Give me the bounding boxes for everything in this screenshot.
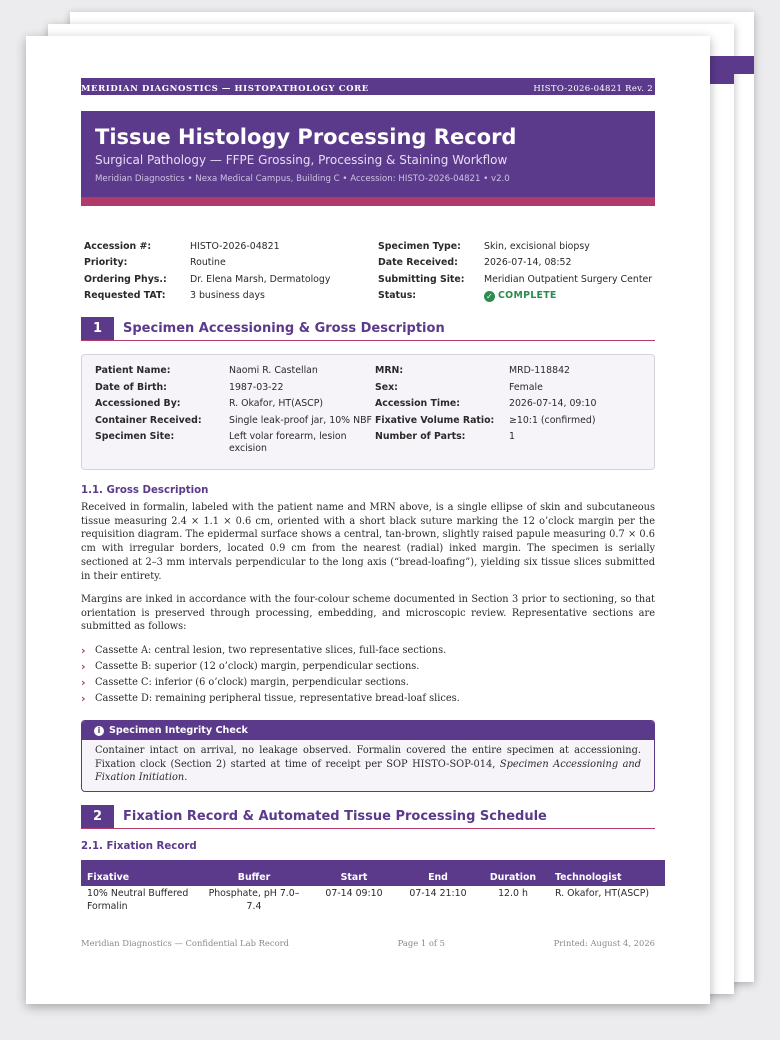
patient-key: Container Received: <box>95 414 202 426</box>
footer-page-number: Page 1 of 5 <box>397 938 445 948</box>
summary-value: Routine <box>190 257 226 269</box>
column-header: Technologist <box>549 860 665 886</box>
summary-row <box>84 255 658 272</box>
chevron-right-icon: › <box>81 643 86 657</box>
patient-key: Date of Birth: <box>95 381 167 393</box>
list-item <box>81 642 655 658</box>
callout-title: Specimen Integrity Check <box>109 725 248 736</box>
callout-header <box>82 721 654 740</box>
table-cell: 07-14 09:10 <box>325 888 383 899</box>
integrity-callout <box>81 720 655 792</box>
gross-paragraph-1: Received in formalin, labeled with the patient name and MRN above, is a single ellipse of skin and subcutaneous tissue measuring 2.4 × 1.1 × 0.6 cm, oriented with a short black suture marking the 12 o’clock margin per the requisition diagram. The epidermal surface shows a central, tan-brown, slightly raised papule measuring 0.7 × 0.6 cm with irregular borders, located 0.9 cm from the nearest (radial) inked margin. The specimen is serially sectioned at 2–3 mm intervals perpendicular to the long axis (“bread-loafing”), yielding six tissue slices submitted in their entirety. <box>81 502 655 582</box>
patient-key: Fixative Volume Ratio: <box>375 414 495 426</box>
summary-key: Submitting Site: <box>378 273 465 285</box>
section-1-heading <box>81 316 655 341</box>
patient-value: Single leak-proof jar, 10% NBF <box>229 414 372 426</box>
summary-value: 2026-07-14, 08:52 <box>484 257 572 269</box>
summary-value: Skin, excisional biopsy <box>484 240 590 252</box>
patient-info-box <box>81 354 655 470</box>
gross-paragraph-2: Margins are inked in accordance with the four-colour scheme documented in Section 3 prior to sectioning, so that orientation is preserved through processing, embedding, and microscopic review. Representative sections are submitted as follows: <box>81 594 655 633</box>
cassette-text: Cassette B: superior (12 o’clock) margin, perpendicular sections. <box>95 660 420 672</box>
document-page <box>26 36 710 1004</box>
section-title: Fixation Record & Automated Tissue Processing Schedule <box>123 808 547 824</box>
section-title: Specimen Accessioning & Gross Description <box>123 320 445 336</box>
footer-printed-date: Printed: August 4, 2026 <box>553 938 655 948</box>
summary-key: Accession #: <box>84 240 152 252</box>
summary-row <box>84 288 658 305</box>
fixation-table <box>81 860 665 915</box>
document-title: Tissue Histology Processing Record <box>95 125 517 149</box>
status-text: COMPLETE <box>498 289 557 301</box>
patient-row <box>95 398 654 415</box>
patient-value: MRD-118842 <box>509 365 570 376</box>
running-header-right: HISTO-2026-04821 Rev. 2 <box>533 84 653 94</box>
callout-body <box>82 740 654 789</box>
patient-value: Left volar forearm, lesion excision <box>229 431 347 455</box>
patient-value: 2026-07-14, 09:10 <box>509 398 597 410</box>
table-header-row <box>81 860 665 886</box>
gross-description-heading: 1.1. Gross Description <box>81 485 209 496</box>
middle-page-band <box>710 66 734 84</box>
summary-row <box>84 238 658 255</box>
column-header: End <box>399 860 477 886</box>
column-header: Start <box>309 860 399 886</box>
patient-key: Specimen Site: <box>95 431 175 443</box>
callout-end: . <box>184 772 188 784</box>
info-icon: i <box>94 726 104 736</box>
column-header: Buffer <box>199 860 309 886</box>
section-2-heading <box>81 804 655 829</box>
document-meta-line: Meridian Diagnostics • Nexa Medical Campus, Building C • Accession: HISTO-2026-04821 • v2.0 <box>95 174 510 184</box>
running-header <box>81 78 655 95</box>
cassette-text: Cassette A: central lesion, two representative slices, full-face sections. <box>95 644 447 656</box>
summary-value: 3 business days <box>190 290 265 302</box>
cassette-list <box>81 642 655 706</box>
cassette-text: Cassette C: inferior (6 o’clock) margin, perpendicular sections. <box>95 676 409 688</box>
title-block <box>81 111 655 197</box>
chevron-right-icon: › <box>81 691 86 705</box>
summary-value: Dr. Elena Marsh, Dermatology <box>190 273 331 285</box>
running-header-left: MERIDIAN DIAGNOSTICS — HISTOPATHOLOGY CORE <box>81 84 369 94</box>
patient-value: Female <box>509 381 543 393</box>
summary-key: Ordering Phys.: <box>84 273 167 285</box>
summary-key: Priority: <box>84 257 128 269</box>
status-badge <box>484 290 658 302</box>
patient-key: Number of Parts: <box>375 431 466 443</box>
summary-key: Status: <box>378 290 417 302</box>
patient-value: ≥10:1 (confirmed) <box>509 414 596 426</box>
column-header: Duration <box>477 860 549 886</box>
callout-sop-title: Specimen Accessioning and Fixation Initiation <box>95 758 641 784</box>
section-number: 2 <box>81 805 114 828</box>
list-item <box>81 658 655 674</box>
summary-value: HISTO-2026-04821 <box>190 240 280 252</box>
patient-row <box>95 365 654 382</box>
section-number: 1 <box>81 317 114 340</box>
chevron-right-icon: › <box>81 659 86 673</box>
table-cell: 12.0 h <box>498 888 528 899</box>
table-cell: R. Okafor, HT(ASCP) <box>555 888 650 899</box>
summary-value: Meridian Outpatient Surgery Center <box>484 273 653 285</box>
check-circle-icon: ✓ <box>485 291 493 301</box>
list-item <box>81 690 655 706</box>
patient-key: Patient Name: <box>95 365 171 376</box>
patient-value: 1 <box>509 431 515 443</box>
summary-row <box>84 271 658 288</box>
summary-grid <box>84 238 658 304</box>
patient-value: 1987-03-22 <box>229 381 284 393</box>
patient-key: Accession Time: <box>375 398 460 410</box>
table-cell: Phosphate, pH 7.0–7.4 <box>208 888 300 912</box>
patient-row <box>95 382 654 399</box>
document-subtitle: Surgical Pathology — FFPE Grossing, Processing & Staining Workflow <box>95 153 508 167</box>
footer-left: Meridian Diagnostics — Confidential Lab Record <box>81 938 289 948</box>
callout-text: Container intact on arrival, no leakage observed. Formalin covered the entire specimen at accessioning. Fixation clock (Section 2) started at time of receipt per SOP HISTO-SOP-014, <box>95 745 641 770</box>
patient-row <box>95 431 654 455</box>
patient-value: Naomi R. Castellan <box>229 365 318 376</box>
list-item <box>81 674 655 690</box>
patient-key: Accessioned By: <box>95 398 181 410</box>
page-footer <box>81 938 655 948</box>
summary-key: Requested TAT: <box>84 290 166 302</box>
column-header: Fixative <box>81 860 199 886</box>
patient-key: Sex: <box>375 381 398 393</box>
patient-value: R. Okafor, HT(ASCP) <box>229 398 324 410</box>
patient-row <box>95 415 654 432</box>
summary-key: Date Received: <box>378 257 458 269</box>
table-row <box>81 886 665 915</box>
table-cell: 07-14 21:10 <box>409 888 467 899</box>
summary-key: Specimen Type: <box>378 240 461 252</box>
fixation-record-heading: 2.1. Fixation Record <box>81 841 197 852</box>
patient-key: MRN: <box>375 365 404 376</box>
title-accent-bar <box>81 197 655 206</box>
cassette-text: Cassette D: remaining peripheral tissue, representative bread-loaf slices. <box>95 692 460 704</box>
table-cell: 10% Neutral Buffered Formalin <box>87 888 189 912</box>
chevron-right-icon: › <box>81 675 86 689</box>
